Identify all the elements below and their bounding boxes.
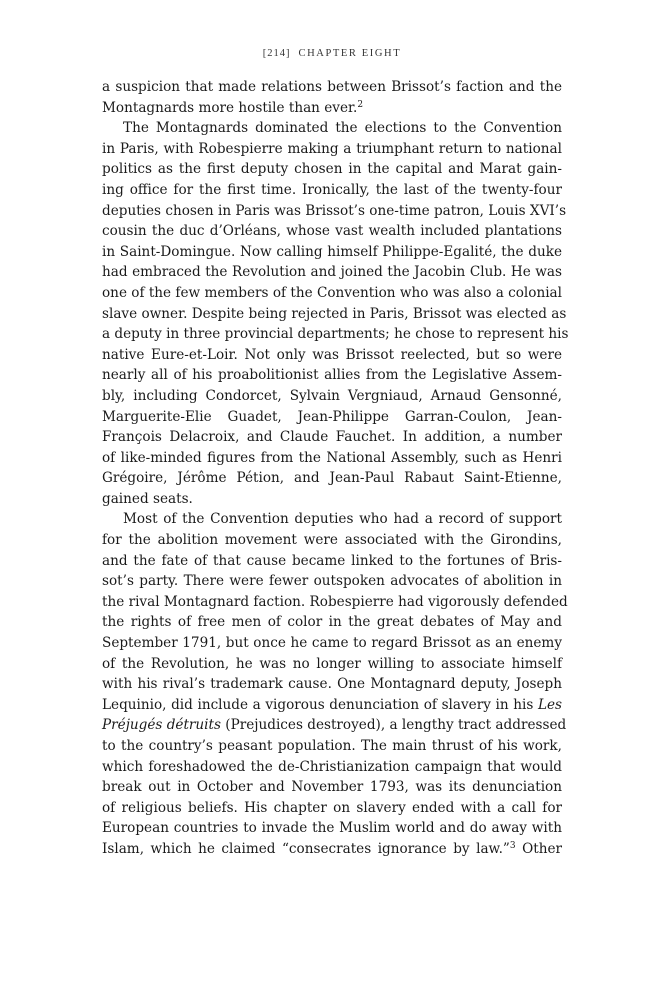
text-line: nearly all of his proabolitionist allies from the Legislative Assem-: [102, 367, 562, 384]
text-line: François Delacroix, and Claude Fauchet. In addition, a number: [102, 429, 562, 446]
text-line: Grégoire, Jérôme Pétion, and Jean-Paul Rabaut Saint-Etienne,: [102, 470, 562, 487]
text-line: Lequinio, did include a vigorous denunciation of slavery in his Les: [102, 696, 562, 713]
text-line: deputies chosen in Paris was Brissot’s one-time patron, Louis XVI’s: [102, 202, 567, 219]
body-text: [102, 77, 569, 860]
footnote-marker[interactable]: 3: [509, 840, 516, 851]
text-line: The Montagnards dominated the elections to the Convention: [123, 120, 562, 137]
paragraph-3: [102, 509, 568, 859]
running-head: [102, 48, 562, 59]
footnote-marker[interactable]: 2: [357, 99, 364, 110]
text-line: bly, including Condorcet, Sylvain Vergniaud, Arnaud Gensonné,: [102, 387, 562, 404]
text-line: and the fate of that cause became linked to the fortunes of Bris-: [102, 552, 562, 569]
text-line: ing office for the first time. Ironically, the last of the twenty-four: [102, 181, 562, 198]
text-line: the rival Montagnard faction. Robespierre had vigorously defended: [102, 593, 568, 610]
text-line: a suspicion that made relations between Brissot’s faction and the: [102, 79, 562, 95]
text-line: Montagnards more hostile than ever.$^2$: [102, 99, 364, 116]
text-line: September 1791, but once he came to regard Brissot as an enemy: [102, 635, 562, 652]
text-line: of like-minded figures from the National Assembly, such as Henri: [102, 449, 562, 466]
text-line: of religious beliefs. His chapter on slavery ended with a call for: [102, 799, 562, 816]
paragraph-2: [102, 118, 569, 509]
text-line: politics as the first deputy chosen in the capital and Marat gain-: [102, 161, 562, 178]
text-line: gained seats.: [102, 490, 193, 507]
text-line: one of the few members of the Convention who was also a colonial: [102, 284, 563, 301]
text-line: of the Revolution, he was no longer willing to associate himself: [102, 655, 562, 672]
text-line: slave owner. Despite being rejected in Paris, Brissot was elected as: [102, 305, 567, 322]
text-line: in Saint-Domingue. Now calling himself Philippe-Egalité, the duke: [102, 243, 562, 260]
text-line: for the abolition movement were associated with the Girondins,: [102, 532, 562, 549]
text-line: to the country’s peasant population. The main thrust of his work,: [102, 738, 562, 754]
text-line: break out in October and November 1793, was its denunciation: [102, 779, 562, 796]
text-line: with his rival’s trademark cause. One Montagnard deputy, Joseph: [102, 676, 562, 693]
text-line: in Paris, with Robespierre making a triumphant return to national: [102, 140, 562, 157]
text-line: had embraced the Revolution and joined the Jacobin Club. He was: [102, 264, 562, 281]
paragraph-1: [102, 77, 562, 118]
text-line: European countries to invade the Muslim world and do away with: [102, 820, 562, 837]
book-page: [102, 48, 569, 860]
chapter-title: CHAPTER EIGHT: [298, 48, 402, 59]
text-line: Most of the Convention deputies who had a record of support: [123, 511, 562, 528]
text-line: Islam, which he claimed “consecrates ignorance by law.”$^3$ Other: [102, 840, 562, 857]
text-line: native Eure-et-Loir. Not only was Brissot reelected, but so were: [102, 346, 562, 363]
text-line: the rights of free men of color in the great debates of May and: [102, 614, 562, 631]
text-line: Marguerite-Elie Guadet, Jean-Philippe Garran-Coulon, Jean-: [102, 408, 562, 425]
text-line: a deputy in three provincial departments; he chose to represent his: [102, 326, 569, 343]
text-line: Préjugés détruits (Prejudices destroyed), a lengthy tract addressed: [102, 717, 567, 734]
text-line: cousin the duc d’Orléans, whose vast wealth included plantations: [102, 223, 562, 240]
text-line: sot’s party. There were fewer outspoken advocates of abolition in: [102, 573, 562, 590]
book-title-italic: Les: [537, 696, 562, 713]
book-title-italic: Préjugés détruits: [102, 717, 221, 734]
page-number: [214]: [262, 48, 291, 59]
text-line: which foreshadowed the de-Christianization campaign that would: [102, 758, 562, 775]
